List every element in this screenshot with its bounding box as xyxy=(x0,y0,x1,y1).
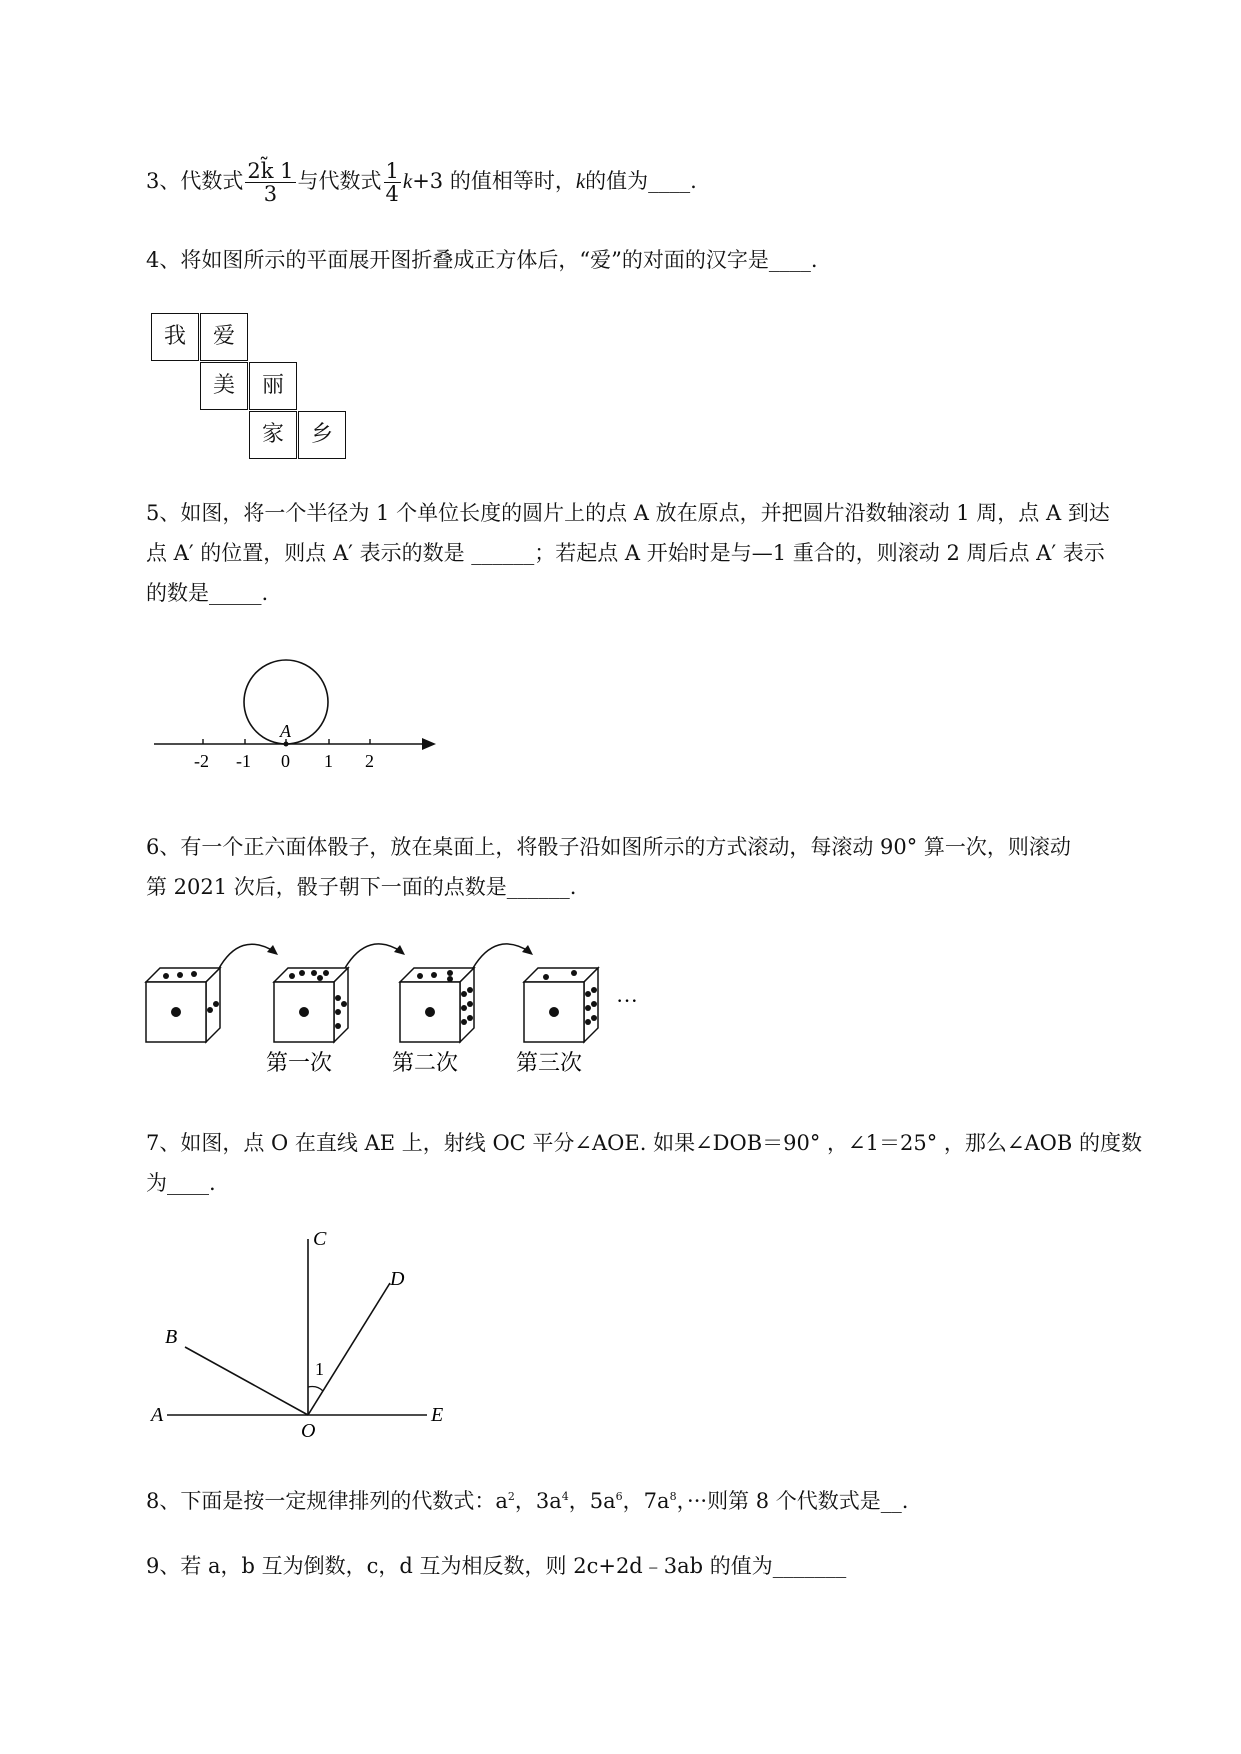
q6-line-1: 6、有一个正六面体骰子，放在桌面上，将骰子沿如图所示的方式滚动，每滚动 90° 算一次，则滚动 xyxy=(146,835,1071,859)
label-angle-1: 1 xyxy=(315,1359,324,1379)
ray-od xyxy=(308,1283,390,1415)
q3-suffix-a: +3 的值相等时， xyxy=(412,169,576,193)
q3-var-k: k xyxy=(402,169,413,193)
label-d: D xyxy=(390,1268,405,1290)
q5-line-1: 5、如图，将一个半径为 1 个单位长度的圆片上的点 A 放在原点，并把圆片沿数轴滚动 1 周，点 A 到达 xyxy=(146,501,1110,525)
arrowhead-icon xyxy=(394,945,405,955)
roll-arrow-icon xyxy=(218,944,275,970)
q7-line-2: 为____. xyxy=(146,1171,216,1195)
q8-suffix: ，···则第 8 个代数式是__. xyxy=(676,1489,909,1513)
ray-ob xyxy=(185,1347,308,1415)
arrowhead-icon xyxy=(522,945,533,955)
arrowhead-icon xyxy=(267,945,278,955)
dice-caption-1: 第一次 xyxy=(266,1050,333,1075)
angle-1-arc xyxy=(308,1387,323,1392)
cube-net-cell-wo: 我 xyxy=(151,313,199,361)
question-8 xyxy=(146,1477,1156,1521)
label-a: A xyxy=(151,1404,164,1426)
die-roll-1 xyxy=(274,968,348,1042)
q8-exp-4: 8 xyxy=(669,1490,677,1503)
axis-arrow-icon xyxy=(422,738,436,750)
q3-frac2-denominator: 4 xyxy=(385,182,399,206)
tick-label: 0 xyxy=(281,751,290,771)
q3-suffix-b: 的值为____. xyxy=(585,169,697,193)
q3-frac2-numerator: 1 xyxy=(385,159,399,183)
question-6 xyxy=(146,827,1156,907)
q3-mid: 与代数式 xyxy=(297,169,382,193)
tick-label: -1 xyxy=(236,751,251,771)
q3-fraction-1 xyxy=(245,160,295,205)
q3-frac1-denominator: 3 xyxy=(263,182,278,206)
point-a-dot xyxy=(284,742,289,747)
roll-arrow-icon xyxy=(473,944,530,968)
q8-term-3: ，5a xyxy=(568,1489,616,1513)
q8-term-4: ，7a xyxy=(622,1489,670,1513)
angle-figure xyxy=(145,1225,465,1445)
q3-var-k-2: k xyxy=(575,169,586,193)
label-o: O xyxy=(301,1420,316,1442)
label-e: E xyxy=(431,1404,444,1426)
point-a-label: A xyxy=(280,721,291,741)
q8-exp-2: 4 xyxy=(561,1490,569,1503)
q8-term-2: ，3a xyxy=(514,1489,562,1513)
q3-fraction-2 xyxy=(384,160,401,205)
tick-label: -2 xyxy=(194,751,209,771)
question-4 xyxy=(146,240,1156,280)
die-initial xyxy=(146,968,220,1042)
cube-net-cell-mei: 美 xyxy=(200,362,248,410)
q3-frac1-numerator: 2k̃ 1 xyxy=(247,159,294,183)
q8-exp-3: 6 xyxy=(615,1490,623,1503)
dice-rolling-figure xyxy=(140,930,660,1080)
label-b: B xyxy=(165,1326,178,1348)
q8-prefix: 8、下面是按一定规律排列的代数式：a xyxy=(146,1489,508,1513)
q7-line-1: 7、如图，点 O 在直线 AE 上，射线 OC 平分∠AOE. 如果∠DOB＝90° ，∠1＝25° ，那么∠AOB 的度数 xyxy=(146,1131,1142,1155)
q8-exp-1: 2 xyxy=(507,1490,515,1503)
number-line-figure xyxy=(150,655,450,775)
q5-line-2: 点 A′ 的位置，则点 A′ 表示的数是 ______；若起点 A 开始时是与—1 重合的，则滚动 2 周后点 A′ 表示 xyxy=(146,541,1105,565)
q3-prefix: 3、代数式 xyxy=(146,169,244,193)
question-7 xyxy=(146,1123,1156,1203)
die-roll-2 xyxy=(400,968,474,1042)
q9-text: 9、若 a，b 互为倒数，c，d 互为相反数，则 2c+2d﹣3ab 的值为_______ xyxy=(146,1554,847,1578)
q5-line-3: 的数是_____. xyxy=(146,581,269,605)
cube-net-cell-ai: 爱 xyxy=(200,313,248,361)
cube-net-cell-xiang: 乡 xyxy=(298,411,346,459)
cube-net-cell-jia: 家 xyxy=(249,411,297,459)
q4-text: 4、将如图所示的平面展开图折叠成正方体后，“爱”的对面的汉字是____. xyxy=(146,248,818,272)
dice-caption-2: 第二次 xyxy=(392,1050,459,1075)
dice-ellipsis: ··· xyxy=(616,988,638,1013)
roll-arrow-icon xyxy=(345,944,402,968)
cube-net-cell-li: 丽 xyxy=(249,362,297,410)
q6-line-2: 第 2021 次后，骰子朝下一面的点数是______. xyxy=(146,875,577,899)
die-roll-3 xyxy=(524,968,598,1042)
dice-caption-3: 第三次 xyxy=(516,1050,583,1075)
label-c: C xyxy=(313,1228,327,1250)
tick-label: 1 xyxy=(324,751,333,771)
question-5 xyxy=(146,493,1156,613)
question-3 xyxy=(146,160,1156,205)
question-9 xyxy=(146,1546,1156,1586)
tick-label: 2 xyxy=(365,751,374,771)
